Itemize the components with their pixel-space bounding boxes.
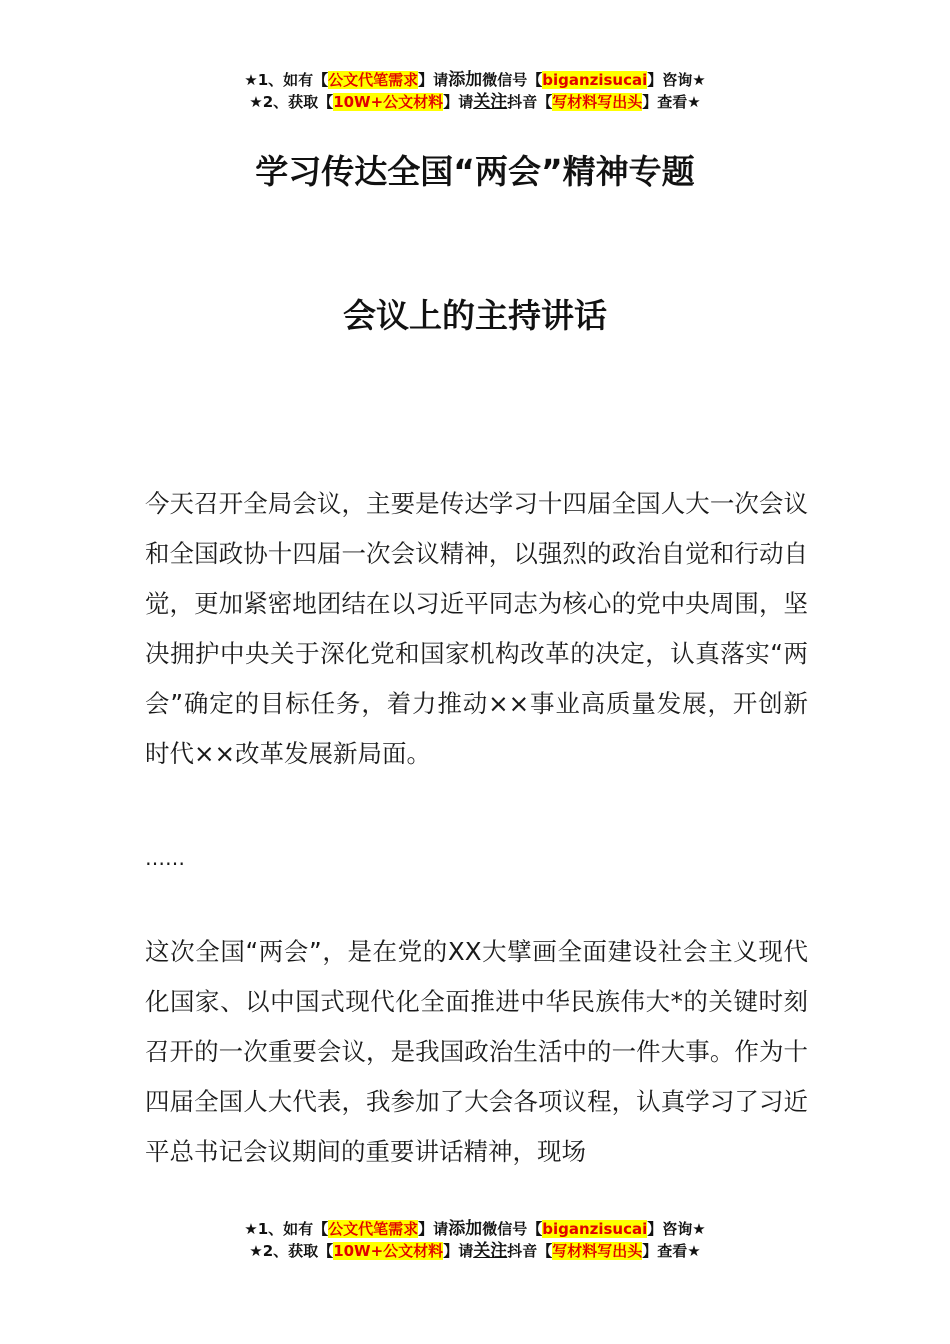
promo-line-1-mid2: 微信号【 (482, 71, 543, 89)
promo-line-1-suffix: 】咨询★ (647, 1220, 706, 1238)
promo-line-1-highlight-wechat: biganzisucai (542, 71, 648, 89)
promo-line-2-mid2: 抖音【 (507, 1242, 553, 1260)
promo-line-2-prefix: ★2、获取【 (249, 93, 334, 111)
promo-line-1-mid2: 微信号【 (482, 1220, 543, 1238)
promo-banner-top (0, 69, 950, 113)
promo-line-1 (0, 1218, 950, 1240)
promo-line-1-suffix: 】咨询★ (647, 71, 706, 89)
promo-line-1-mid: 】请 (418, 71, 449, 89)
promo-line-2-highlight-douyin: 写材料写出头 (552, 1242, 643, 1260)
promo-line-1-highlight-service: 公文代笔需求 (328, 1220, 419, 1238)
promo-line-2-suffix: 】查看★ (642, 1242, 701, 1260)
promo-line-2 (0, 1240, 950, 1262)
promo-line-1-emphasis: 添加 (448, 1219, 483, 1239)
promo-line-1-mid: 】请 (418, 1220, 449, 1238)
promo-line-2-highlight-materials: 10W+公文材料 (333, 93, 444, 111)
promo-line-2-emphasis: 关注 (473, 1241, 508, 1261)
promo-line-2-highlight-douyin: 写材料写出头 (552, 93, 643, 111)
promo-line-1-prefix: ★1、如有【 (244, 71, 329, 89)
document-title-line-1: 学习传达全国“两会”精神专题 (255, 152, 695, 191)
promo-line-1-prefix: ★1、如有【 (244, 1220, 329, 1238)
body-paragraph-2: 这次全国“两会”，是在党的XX大擘画全面建设社会主义现代化国家、以中国式现代化全面推进中华民族伟大*的关键时刻召开的一次重要会议，是我国政治生活中的一件大事。作为十四届全国人大代表，我参加了大会各项议程，认真学习了习近平总书记会议期间的重要讲话精神，现场 (145, 937, 808, 1166)
promo-line-1 (0, 69, 950, 91)
promo-line-1-highlight-service: 公文代笔需求 (328, 71, 419, 89)
promo-line-1-highlight-wechat: biganzisucai (542, 1220, 648, 1238)
promo-line-2-mid2: 抖音【 (507, 93, 553, 111)
document-title-line-2: 会议上的主持讲话 (343, 296, 607, 335)
promo-line-2-prefix: ★2、获取【 (249, 1242, 334, 1260)
promo-line-2-highlight-materials: 10W+公文材料 (333, 1242, 444, 1260)
body-ellipsis: …… (145, 846, 185, 870)
promo-line-2-suffix: 】查看★ (642, 93, 701, 111)
promo-line-1-emphasis: 添加 (448, 70, 483, 90)
promo-banner-bottom (0, 1218, 950, 1262)
promo-line-2-emphasis: 关注 (473, 92, 508, 112)
body-paragraph-1: 今天召开全局会议，主要是传达学习十四届全国人大一次会议和全国政协十四届一次会议精神，以强烈的政治自觉和行动自觉，更加紧密地团结在以习近平同志为核心的党中央周围，坚决拥护中央关于深化党和国家机构改革的决定，认真落实“两会”确定的目标任务，着力推动××事业高质量发展，开创新时代××改革发展新局面。 (145, 489, 808, 768)
promo-line-2 (0, 91, 950, 113)
promo-line-2-mid: 】请 (443, 93, 474, 111)
promo-line-2-mid: 】请 (443, 1242, 474, 1260)
